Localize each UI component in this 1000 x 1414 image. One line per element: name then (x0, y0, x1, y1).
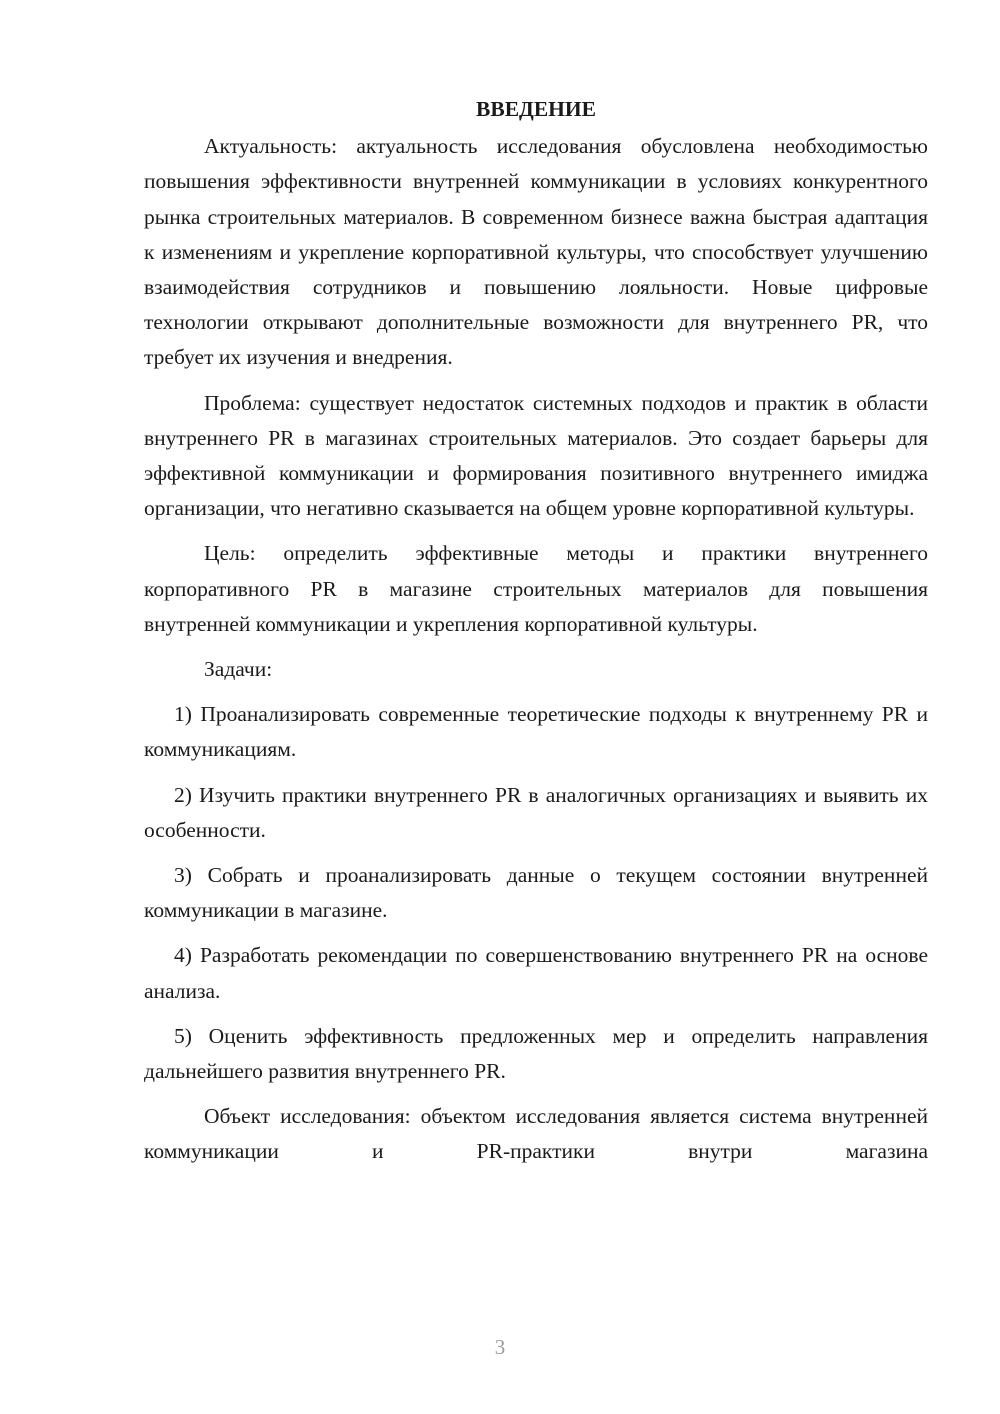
tasks-heading: Задачи: (204, 657, 273, 682)
page-content (144, 92, 928, 1180)
task-item-2: 2) Изучить практики внутреннего PR в аналогичных организациях и выявить их особенности. (144, 782, 928, 842)
paragraph-problem: Проблема: существует недостаток системных подходов и практик в области внутреннего PR в магазинах строительных материалов. Это создает барьеры для эффективной коммуникации и формирования позитивного внутреннего имиджа организации, что негативно сказывается на общем уровне корпоративной культуры. (144, 390, 928, 521)
paragraph-object: Объект исследования: объектом исследования является система внутренней коммуникации и PR-практики внутри магазина (144, 1104, 928, 1164)
paragraph-goal: Цель: определить эффективные методы и практики внутреннего корпоративного PR в магазине строительных материалов для повышения внутренней коммуникации и укрепления корпоративной культуры. (144, 541, 928, 636)
page-title: ВВЕДЕНИЕ (476, 97, 596, 121)
task-item-4: 4) Разработать рекомендации по совершенствованию внутреннего PR на основе анализа. (144, 943, 928, 1003)
page-number: 3 (494, 1335, 506, 1359)
task-item-5: 5) Оценить эффективность предложенных мер и определить направления дальнейшего развития внутреннего PR. (144, 1023, 928, 1084)
paragraph-relevance: Актуальность: актуальность исследования обусловлена необходимостью повышения эффективности внутренней коммуникации в условиях конкурентного рынка строительных материалов. В современном бизнесе важна быстрая адаптация к изменениям и укрепление корпоративной культуры, что способствует улучшению взаимодействия сотрудников и повышению лояльности. Новые цифровые технологии открывают дополнительные возможности для внутреннего PR, что требует их изучения и внедрения. (144, 134, 928, 370)
task-item-1: 1) Проанализировать современные теоретические подходы к внутреннему PR и коммуникациям. (144, 702, 928, 762)
task-item-3: 3) Собрать и проанализировать данные о текущем состоянии внутренней коммуникации в магазине. (144, 863, 928, 923)
